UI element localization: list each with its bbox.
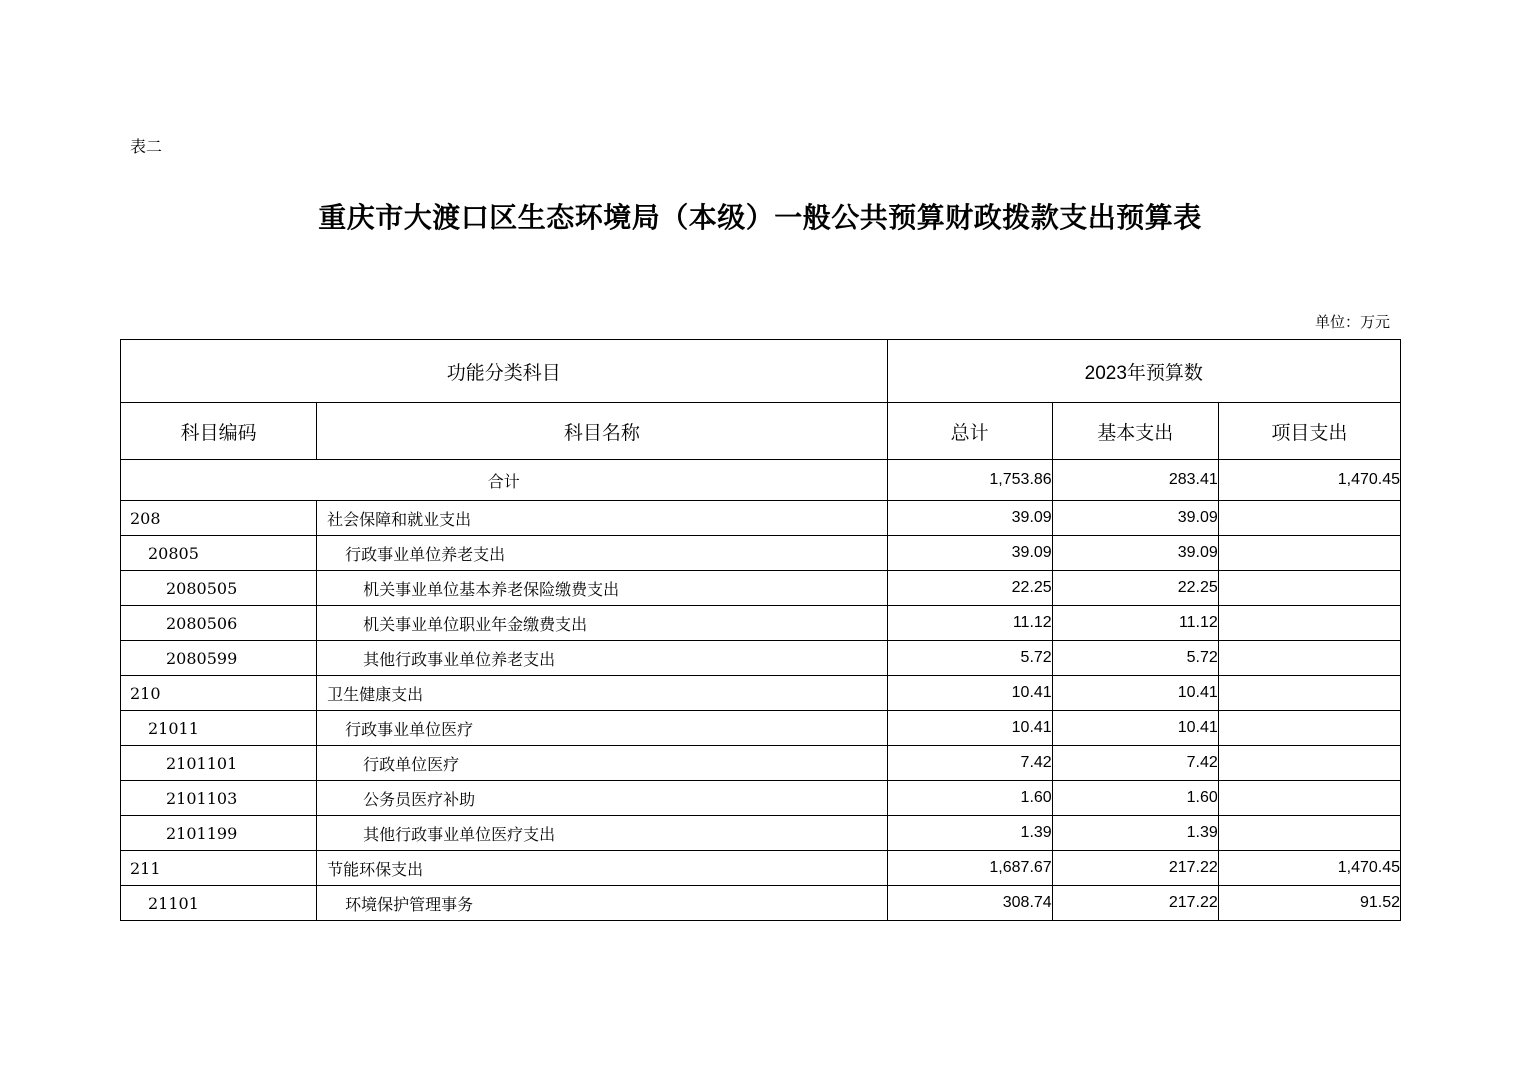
row-total: 22.25 [887,571,1052,606]
row-project [1218,641,1400,676]
row-total: 10.41 [887,676,1052,711]
row-name: 公务员医疗补助 [317,781,887,816]
row-basic: 10.41 [1052,711,1218,746]
row-code: 210 [121,676,317,711]
budget-table [120,339,1401,921]
table-label: 表二 [130,137,163,156]
row-total: 308.74 [887,886,1052,921]
table-row [121,676,1401,711]
row-total: 10.41 [887,711,1052,746]
row-code: 2101101 [121,746,317,781]
row-project: 1,470.45 [1218,851,1400,886]
row-total: 1.60 [887,781,1052,816]
row-project [1218,746,1400,781]
row-project [1218,676,1400,711]
row-project [1218,606,1400,641]
summary-total: 1,753.86 [887,460,1052,501]
header-code: 科目编码 [121,403,317,460]
row-basic: 10.41 [1052,676,1218,711]
row-basic: 217.22 [1052,851,1218,886]
row-total: 5.72 [887,641,1052,676]
row-name: 环境保护管理事务 [317,886,887,921]
row-total: 11.12 [887,606,1052,641]
row-name: 其他行政事业单位养老支出 [317,641,887,676]
table-row [121,571,1401,606]
row-name: 社会保障和就业支出 [317,501,887,536]
row-name: 卫生健康支出 [317,676,887,711]
row-project [1218,781,1400,816]
row-basic: 39.09 [1052,501,1218,536]
table-row [121,501,1401,536]
header-row-columns [121,403,1401,460]
row-name: 节能环保支出 [317,851,887,886]
header-functional-category: 功能分类科目 [121,340,888,403]
table-row [121,886,1401,921]
table-row [121,746,1401,781]
table-row [121,816,1401,851]
summary-project: 1,470.45 [1218,460,1400,501]
row-project: 91.52 [1218,886,1400,921]
row-code: 2080599 [121,641,317,676]
table-row [121,606,1401,641]
row-code: 211 [121,851,317,886]
unit-label: 单位：万元 [1314,313,1390,331]
summary-basic: 283.41 [1052,460,1218,501]
header-row-group [121,340,1401,403]
row-basic: 7.42 [1052,746,1218,781]
row-total: 1.39 [887,816,1052,851]
summary-label: 合计 [121,460,888,501]
row-code: 21101 [121,886,317,921]
row-total: 7.42 [887,746,1052,781]
row-project [1218,571,1400,606]
row-total: 39.09 [887,501,1052,536]
summary-row [121,460,1401,501]
row-basic: 39.09 [1052,536,1218,571]
row-total: 1,687.67 [887,851,1052,886]
row-name: 机关事业单位基本养老保险缴费支出 [317,571,887,606]
row-name: 行政事业单位医疗 [317,711,887,746]
row-project [1218,536,1400,571]
row-name: 机关事业单位职业年金缴费支出 [317,606,887,641]
row-total: 39.09 [887,536,1052,571]
row-basic: 1.60 [1052,781,1218,816]
header-total: 总计 [887,403,1052,460]
row-code: 2101199 [121,816,317,851]
row-project [1218,711,1400,746]
table-row [121,536,1401,571]
row-basic: 1.39 [1052,816,1218,851]
table-row [121,851,1401,886]
table-row [121,711,1401,746]
row-basic: 217.22 [1052,886,1218,921]
row-project [1218,816,1400,851]
row-name: 其他行政事业单位医疗支出 [317,816,887,851]
row-code: 21011 [121,711,317,746]
row-name: 行政单位医疗 [317,746,887,781]
header-budget-2023: 2023年预算数 [887,340,1400,403]
header-project: 项目支出 [1218,403,1400,460]
row-basic: 22.25 [1052,571,1218,606]
row-project [1218,501,1400,536]
table-row [121,781,1401,816]
page-title: 重庆市大渡口区生态环境局（本级）一般公共预算财政拨款支出预算表 [318,201,1202,234]
row-code: 2101103 [121,781,317,816]
header-basic: 基本支出 [1052,403,1218,460]
row-basic: 5.72 [1052,641,1218,676]
row-basic: 11.12 [1052,606,1218,641]
row-name: 行政事业单位养老支出 [317,536,887,571]
row-code: 208 [121,501,317,536]
row-code: 20805 [121,536,317,571]
row-code: 2080506 [121,606,317,641]
header-name: 科目名称 [317,403,887,460]
row-code: 2080505 [121,571,317,606]
table-row [121,641,1401,676]
